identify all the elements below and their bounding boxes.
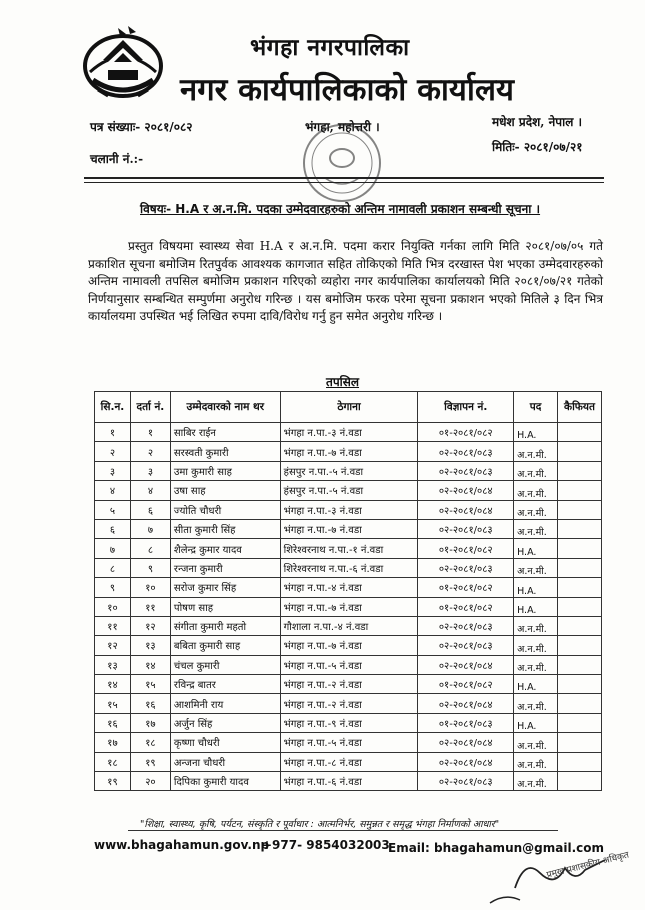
cell-address: भंगहा न.पा.-५ नं.वडा — [280, 655, 418, 674]
cell-ad-no: ०१-२०८१/०८२ — [418, 423, 514, 442]
cell-name: ज्योति चौधरी — [170, 500, 280, 519]
cell-ad-no: ०२-२०८१/०८४ — [418, 481, 514, 500]
cell-ad-no: ०२-२०८१/०८४ — [418, 752, 514, 771]
table-row — [95, 675, 602, 694]
cell-post: H.A. — [514, 713, 558, 732]
footer-email: Email: bhagahamun@gmail.com — [388, 841, 604, 855]
cell-address: भंगहा न.पा.-६ नं.वडा — [280, 772, 418, 791]
cell-reg-no: १० — [130, 578, 170, 597]
cell-ad-no: ०२-२०८१/०८३ — [418, 442, 514, 461]
table-row — [95, 539, 602, 558]
cell-address: भंगहा न.पा.-४ नं.वडा — [280, 578, 418, 597]
cell-post: अ.न.मी. — [514, 616, 558, 635]
cell-reg-no: ४ — [130, 481, 170, 500]
cell-remarks — [558, 578, 602, 597]
signatory-title: प्रमुख प्रशासकीय अधिकृत — [545, 850, 631, 881]
cell-reg-no: १५ — [130, 675, 170, 694]
cell-reg-no: १३ — [130, 636, 170, 655]
cell-name: कृष्णा चौधरी — [170, 733, 280, 752]
cell-address: भंगहा न.पा.-८ नं.वडा — [280, 752, 418, 771]
cell-sn: १३ — [95, 655, 131, 674]
table-row — [95, 578, 602, 597]
header-divider-thin — [84, 182, 604, 183]
cell-reg-no: १८ — [130, 733, 170, 752]
cell-address: शिरेश्वरनाथ न.पा.-१ नं.वडा — [280, 539, 418, 558]
cell-name: चंचल कुमारी — [170, 655, 280, 674]
table-row — [95, 558, 602, 577]
cell-name: सीता कुमारी सिंह — [170, 519, 280, 538]
notice-subject: विषयः- H.A र अ.न.मि. पदका उम्मेदवारहरुको अन्तिम नामावली प्रकाशन सम्बन्धी सूचना । — [140, 202, 541, 216]
cell-remarks — [558, 636, 602, 655]
col-header-address: ठेगाना — [280, 392, 418, 423]
cell-name: शैलेन्द्र कुमार यादव — [170, 539, 280, 558]
col-header-remarks: कैफियत — [558, 392, 602, 423]
cell-sn: १९ — [95, 772, 131, 791]
cell-post: अ.न.मी. — [514, 694, 558, 713]
col-header-ad-no: विज्ञापन नं. — [418, 392, 514, 423]
cell-post: अ.न.मी. — [514, 733, 558, 752]
cell-ad-no: ०२-२०८१/०८४ — [418, 655, 514, 674]
cell-post: H.A. — [514, 597, 558, 616]
cell-address: भंगहा न.पा.-३ नं.वडा — [280, 423, 418, 442]
cell-post: अ.न.मी. — [514, 558, 558, 577]
cell-ad-no: ०२-२०८१/०८३ — [418, 461, 514, 480]
cell-reg-no: १ — [130, 423, 170, 442]
cell-sn: १८ — [95, 752, 131, 771]
cell-name: अन्जना चौधरी — [170, 752, 280, 771]
cell-address: भंगहा न.पा.-२ नं.वडा — [280, 675, 418, 694]
letter-date: मितिः- २०८१/०७/२१ — [492, 140, 583, 154]
cell-reg-no: ७ — [130, 519, 170, 538]
table-row — [95, 752, 602, 771]
table-row — [95, 772, 602, 791]
footer-divider — [128, 830, 558, 831]
footer-phone: +977- 9854032003 — [262, 838, 390, 852]
cell-address: भंगहा न.पा.-७ नं.वडा — [280, 597, 418, 616]
cell-sn: १७ — [95, 733, 131, 752]
cell-ad-no: ०१-२०८१/०८३ — [418, 713, 514, 732]
cell-remarks — [558, 675, 602, 694]
cell-reg-no: ८ — [130, 539, 170, 558]
dispatch-number: चलानी नं.:- — [90, 152, 144, 166]
notice-body-text: प्रस्तुत विषयमा स्वास्थ्य सेवा H.A र अ.न.मि. पदमा करार नियुक्ति गर्नका लागि मिति २०८१/०७/०५ गते प्रकाशित सूचना बमोजिम रितपुर्वक आवश्यक कागजात सहित तोकिएको मिति भित्र दरखास्त पेश भएका उम्मेदवारहरुको अन्तिम नामावली तपसिल बमोजिम प्रकाशन गरिएको व्यहोरा नगर कार्यपालिका कार्यालयको मिति २०८१/०७/२१ गतेको निर्णयानुसार सम्बन्धित सम्पुर्णमा अनुरोध गरिन्छ । यस बमोजिम फरक परेमा सूचना प्रकाशन भएको मितिले ३ दिन भित्र कार्यालयमा उपस्थित भई लिखित रुपमा दावि/विरोध गर्नु हुन समेत अनुरोध गरिन्छ । — [88, 239, 603, 323]
cell-address: भंगहा न.पा.-७ नं.वडा — [280, 636, 418, 655]
cell-sn: १० — [95, 597, 131, 616]
cell-sn: ४ — [95, 481, 131, 500]
table-caption: तपसिल — [326, 375, 360, 389]
cell-ad-no: ०१-२०८१/०८२ — [418, 578, 514, 597]
cell-remarks — [558, 694, 602, 713]
cell-reg-no: २ — [130, 442, 170, 461]
col-header-name: उम्मेदवारको नाम थर — [170, 392, 280, 423]
cell-post: अ.न.मी. — [514, 655, 558, 674]
cell-sn: ९ — [95, 578, 131, 597]
cell-address: भंगहा न.पा.-२ नं.वडा — [280, 694, 418, 713]
cell-address: हंसपुर न.पा.-५ नं.वडा — [280, 461, 418, 480]
table-row — [95, 733, 602, 752]
table-row — [95, 655, 602, 674]
table-row — [95, 597, 602, 616]
cell-remarks — [558, 597, 602, 616]
cell-remarks — [558, 481, 602, 500]
cell-post: अ.न.मी. — [514, 481, 558, 500]
cell-name: सरोज कुमार सिंह — [170, 578, 280, 597]
cell-reg-no: १९ — [130, 752, 170, 771]
col-header-sn: सि.न. — [95, 392, 131, 423]
cell-reg-no: १२ — [130, 616, 170, 635]
cell-sn: २ — [95, 442, 131, 461]
cell-ad-no: ०२-२०८१/०८४ — [418, 694, 514, 713]
cell-address: भंगहा न.पा.-९ नं.वडा — [280, 713, 418, 732]
cell-sn: ५ — [95, 500, 131, 519]
cell-name: रविन्द्र बातर — [170, 675, 280, 694]
cell-sn: ६ — [95, 519, 131, 538]
cell-reg-no: २० — [130, 772, 170, 791]
candidate-table — [94, 391, 602, 791]
cell-name: साबिर राईन — [170, 423, 280, 442]
cell-ad-no: ०२-२०८१/०८३ — [418, 519, 514, 538]
cell-post: H.A. — [514, 675, 558, 694]
table-header-row — [95, 392, 602, 423]
cell-name: उषा साह — [170, 481, 280, 500]
cell-ad-no: ०२-२०८१/०८३ — [418, 558, 514, 577]
cell-post: अ.न.मी. — [514, 519, 558, 538]
table-row — [95, 713, 602, 732]
cell-name: संगीता कुमारी महतो — [170, 616, 280, 635]
cell-ad-no: ०२-२०८१/०८३ — [418, 772, 514, 791]
table-row — [95, 442, 602, 461]
cell-sn: १४ — [95, 675, 131, 694]
cell-ad-no: ०१-२०८१/०८२ — [418, 597, 514, 616]
cell-reg-no: ३ — [130, 461, 170, 480]
cell-name: आशमिनी राय — [170, 694, 280, 713]
cell-sn: ११ — [95, 616, 131, 635]
cell-address: गौशाला न.पा.-४ नं.वडा — [280, 616, 418, 635]
cell-address: भंगहा न.पा.-७ नं.वडा — [280, 442, 418, 461]
cell-remarks — [558, 772, 602, 791]
org-name: भंगहा नगरपालिका — [250, 35, 410, 61]
office-location: भंगहा, महोत्तरी । — [305, 120, 380, 134]
table-row — [95, 423, 602, 442]
cell-name: बबिता कुमारी साह — [170, 636, 280, 655]
cell-post: H.A. — [514, 578, 558, 597]
footer-motto: "शिक्षा, स्वास्थ्य, कृषि, पर्यटन, संस्कृति र पूर्वाधार : आत्मनिर्भर, समुन्नत र समृद्ध भंगहा निर्माणको आधार" — [140, 819, 500, 830]
province: मधेश प्रदेश, नेपाल । — [492, 115, 583, 129]
cell-post: अ.न.मी. — [514, 636, 558, 655]
footer-website: www.bhagahamun.gov.np — [94, 838, 270, 852]
cell-post: अ.न.मी. — [514, 500, 558, 519]
cell-remarks — [558, 423, 602, 442]
cell-ad-no: ०२-२०८१/०८४ — [418, 500, 514, 519]
cell-post: अ.न.मी. — [514, 752, 558, 771]
cell-post: अ.न.मी. — [514, 772, 558, 791]
cell-post: अ.न.मी. — [514, 461, 558, 480]
cell-remarks — [558, 713, 602, 732]
table-row — [95, 519, 602, 538]
col-header-post: पद — [514, 392, 558, 423]
office-stamp-icon — [295, 118, 390, 208]
cell-name: रन्जना कुमारी — [170, 558, 280, 577]
cell-post: अ.न.मी. — [514, 442, 558, 461]
cell-sn: ७ — [95, 539, 131, 558]
cell-ad-no: ०१-२०८१/०८२ — [418, 675, 514, 694]
cell-post: H.A. — [514, 539, 558, 558]
cell-ad-no: ०२-२०८१/०८४ — [418, 733, 514, 752]
cell-remarks — [558, 442, 602, 461]
table-row — [95, 616, 602, 635]
cell-remarks — [558, 655, 602, 674]
cell-name: पोषण साह — [170, 597, 280, 616]
cell-address: भंगहा न.पा.-७ नं.वडा — [280, 519, 418, 538]
cell-reg-no: १६ — [130, 694, 170, 713]
cell-post: H.A. — [514, 423, 558, 442]
cell-sn: १६ — [95, 713, 131, 732]
cell-ad-no: ०२-२०८१/०८३ — [418, 616, 514, 635]
cell-reg-no: १४ — [130, 655, 170, 674]
col-header-reg-no: दर्ता नं. — [130, 392, 170, 423]
cell-reg-no: ६ — [130, 500, 170, 519]
cell-sn: ८ — [95, 558, 131, 577]
table-row — [95, 636, 602, 655]
cell-ad-no: ०२-२०८१/०८३ — [418, 636, 514, 655]
notice-body — [88, 238, 603, 326]
cell-remarks — [558, 733, 602, 752]
cell-remarks — [558, 519, 602, 538]
cell-remarks — [558, 616, 602, 635]
cell-name: दिपिका कुमारी यादव — [170, 772, 280, 791]
cell-ad-no: ०१-२०८१/०८२ — [418, 539, 514, 558]
table-row — [95, 461, 602, 480]
cell-remarks — [558, 539, 602, 558]
cell-sn: १ — [95, 423, 131, 442]
office-name: नगर कार्यपालिकाको कार्यालय — [180, 72, 514, 108]
cell-reg-no: १७ — [130, 713, 170, 732]
cell-remarks — [558, 558, 602, 577]
reference-number: पत्र संख्याः- २०८१/०८२ — [90, 120, 193, 134]
cell-address: शिरेश्वरनाथ न.पा.-६ नं.वडा — [280, 558, 418, 577]
cell-name: अर्जुन सिंह — [170, 713, 280, 732]
cell-sn: १५ — [95, 694, 131, 713]
cell-address: हंसपुर न.पा.-५ नं.वडा — [280, 481, 418, 500]
nepal-emblem-icon — [78, 22, 168, 102]
cell-name: सरस्वती कुमारी — [170, 442, 280, 461]
table-row — [95, 500, 602, 519]
cell-remarks — [558, 752, 602, 771]
cell-reg-no: ९ — [130, 558, 170, 577]
header-divider — [84, 177, 604, 179]
cell-remarks — [558, 461, 602, 480]
cell-remarks — [558, 500, 602, 519]
cell-reg-no: ११ — [130, 597, 170, 616]
cell-address: भंगहा न.पा.-५ नं.वडा — [280, 733, 418, 752]
table-row — [95, 694, 602, 713]
cell-name: उमा कुमारी साह — [170, 461, 280, 480]
cell-sn: १२ — [95, 636, 131, 655]
cell-address: भंगहा न.पा.-३ नं.वडा — [280, 500, 418, 519]
table-row — [95, 481, 602, 500]
cell-sn: ३ — [95, 461, 131, 480]
